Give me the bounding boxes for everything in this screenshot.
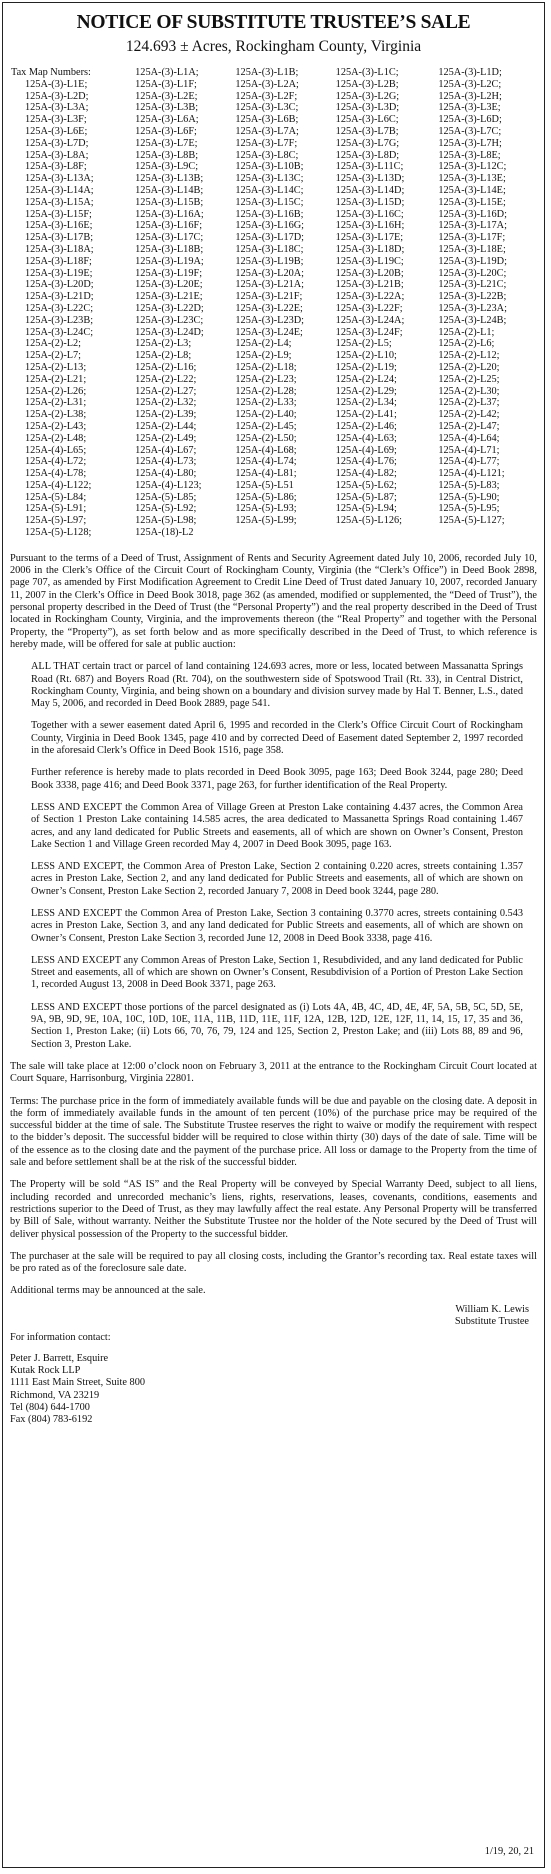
tax-map-number: 125A-(3)-L20C; <box>438 267 507 279</box>
tax-map-number: 125A-(4)-L122; <box>25 479 92 491</box>
tax-map-number: 125A-(2)-L45; <box>235 420 297 432</box>
tax-map-number: 125A-(4)-L81; <box>235 468 297 480</box>
tax-map-number: 125A-(3)-L8B; <box>135 149 199 161</box>
tax-map-number: 125A-(3)-L17F; <box>438 232 506 244</box>
tax-map-row <box>11 433 541 445</box>
tax-map-number: 125A-(2)-L28; <box>235 385 297 397</box>
tax-map-number: 125A-(2)-L24; <box>335 373 397 385</box>
tax-map-row <box>11 91 541 103</box>
tax-map-number: 125A-(3)-L14E; <box>438 184 506 196</box>
tax-map-number: 125A-(3)-L3E; <box>438 102 501 114</box>
tax-map-row <box>11 409 541 421</box>
tax-map-number: 125A-(5)-L87; <box>335 491 397 503</box>
tax-map-number: 125A-(3)-L2F; <box>235 90 298 102</box>
tax-map-number: 125A-(3)-L3F; <box>25 114 87 126</box>
tax-map-number: 125A-(3)-L7A; <box>235 125 299 137</box>
terms-paragraph: Terms: The purchase price in the form of immediately available funds will be due and payable on the closing date. A deposit in the form of immediately available funds in the amount of ten percent (10%) of the purchase price may be required of the successful bidder at the time of sale. The Substitute Trustee reserves the right to waive or modify the requirement with respect to the bidder’s deposit. The successful bidder will be required to close within thirty (30) days of the date of sale. Time will be of the essence as to the closing date and the payment of the purchase price. All loss or damage to the Property from the time of sale and before settlement shall be at the risk of the successful bidder. <box>10 1095 537 1169</box>
tax-map-number: 125A-(3)-L8F; <box>25 161 87 173</box>
legal-notice <box>2 2 545 1868</box>
tax-map-number: 125A-(2)-L9; <box>235 350 292 362</box>
tax-map-number: 125A-(5)-L126; <box>335 515 403 527</box>
tax-map-label: Tax Map Numbers: <box>11 67 91 78</box>
tax-map-number: 125A-(3)-L24B; <box>438 314 507 326</box>
tax-map-number: 125A-(5)-L95; <box>438 503 500 515</box>
tax-map-number: 125A-(3)-L1E; <box>25 78 88 90</box>
contact-phone: Tel (804) 644-1700 <box>10 1401 90 1413</box>
tax-map-number: 125A-(5)-L99; <box>235 515 297 527</box>
tax-map-row <box>11 350 541 362</box>
tax-map-number: 125A-(3)-L22F; <box>335 302 403 314</box>
tax-map-row <box>11 150 541 162</box>
tax-map-row <box>11 397 541 409</box>
tax-map-number: 125A-(3)-L20D; <box>25 279 94 291</box>
tax-map-number: 125A-(3)-L3A; <box>25 102 89 114</box>
tax-map-row <box>11 126 541 138</box>
tax-map-number: 125A-(5)-L51 <box>235 479 294 491</box>
tax-map-number: 125A-(3)-L13C; <box>235 173 304 185</box>
tax-map-number: 125A-(2)-L26; <box>25 385 87 397</box>
tax-map-number: 125A-(3)-L16G; <box>235 220 305 232</box>
tax-map-number: 125A-(3)-L1D; <box>438 67 502 78</box>
tax-map-number: 125A-(3)-L6E; <box>25 125 88 137</box>
tax-map-number: 125A-(2)-L41; <box>335 409 397 421</box>
tax-map-table <box>11 67 541 539</box>
tax-map-number: 125A-(3)-L1A; <box>135 67 199 78</box>
tax-map-number: 125A-(3)-L23C; <box>135 314 204 326</box>
tax-map-number: 125A-(2)-L5; <box>335 338 392 350</box>
tax-map-row <box>11 374 541 386</box>
tax-map-number: 125A-(2)-L10; <box>335 350 397 362</box>
tax-map-number: 125A-(2)-L1; <box>438 326 495 338</box>
sale-time-paragraph: The sale will take place at 12:00 o’clock noon on February 3, 2011 at the entrance to the Rockingham Circuit Court located at Court Square, Harrisonburg, Virginia 22801. <box>10 1060 537 1085</box>
tax-map-number: 125A-(2)-L37; <box>438 397 500 409</box>
tax-map-number: 125A-(3)-L22B; <box>438 291 507 303</box>
tax-map-number: 125A-(3)-L17C; <box>135 232 204 244</box>
except-section-2: LESS AND EXCEPT, the Common Area of Preston Lake, Section 2 containing 0.220 acres, streets containing 1.357 acres in Preston Lake, Section 2, and any land dedicated for Public Streets and easements, all of which are shown on Owner’s Consent, Preston Lake Section 2, recorded January 7, 2008 in Deed book 3244, page 280. <box>31 861 523 897</box>
except-resubdivision: LESS AND EXCEPT any Common Areas of Preston Lake, Section 1, Resubdivided, and any land dedicated for Public Street and easements, all of which are shown on Owner’s Consent, Resubdivision of a Portion of Preston Lake Section 1, recorded August 13, 2008 in Deed Book 3371, page 263. <box>31 954 523 991</box>
tax-map-number: 125A-(2)-L39; <box>135 409 197 421</box>
tax-map-number: 125A-(3)-L3B; <box>135 102 199 114</box>
tax-map-number: 125A-(2)-L49; <box>135 432 197 444</box>
tax-map-number: 125A-(2)-L44; <box>135 420 197 432</box>
tax-map-row <box>11 79 541 91</box>
tax-map-number: 125A-(4)-L80; <box>135 468 197 480</box>
tax-map-number: 125A-(3)-L14A; <box>25 184 94 196</box>
tax-map-number: 125A-(3)-L21F; <box>235 291 303 303</box>
tax-map-number: 125A-(3)-L15F; <box>25 208 92 220</box>
tax-map-number: 125A-(3)-L16F; <box>135 220 203 232</box>
tax-map-row <box>11 209 541 221</box>
tax-map-number: 125A-(3)-L17D; <box>235 232 305 244</box>
tax-map-row <box>11 102 541 114</box>
tax-map-row <box>11 232 541 244</box>
closing-costs-paragraph: The purchaser at the sale will be required to pay all closing costs, including the Grantor’s recording tax. Real estate taxes will be pro rated as of the foreclosure sale date. <box>10 1250 537 1275</box>
tax-map-number: 125A-(3)-L1B; <box>235 67 299 78</box>
tax-map-number: 125A-(3)-L7H; <box>438 137 502 149</box>
tax-map-row <box>11 468 541 480</box>
tax-map-number: 125A-(3)-L6A; <box>135 114 199 126</box>
tax-map-number: 125A-(3)-L21E; <box>135 291 203 303</box>
tax-map-number: 125A-(3)-L24F; <box>335 326 403 338</box>
tax-map-number: 125A-(4)-L76; <box>335 456 397 468</box>
tax-map-number: 125A-(3)-L14B; <box>135 184 204 196</box>
tax-map-row <box>11 291 541 303</box>
tax-map-number: 125A-(5)-L97; <box>25 515 87 527</box>
tax-map-number: 125A-(3)-L2A; <box>235 78 299 90</box>
tax-map-number: 125A-(3)-L7G; <box>335 137 400 149</box>
tax-map-number: 125A-(3)-L11C; <box>335 161 404 173</box>
tax-map-row <box>11 279 541 291</box>
tax-map-number: 125A-(3)-L7B; <box>335 125 399 137</box>
tax-map-number: 125A-(4)-L64; <box>438 432 500 444</box>
tax-map-number: 125A-(2)-L48; <box>25 432 87 444</box>
tax-map-number: 125A-(3)-L23B; <box>25 314 94 326</box>
tax-map-row <box>11 256 541 268</box>
tax-map-number: 125A-(2)-L50; <box>235 432 297 444</box>
tax-map-row <box>11 220 541 232</box>
tax-map-number: 125A-(3)-L2E; <box>135 90 198 102</box>
tax-map-number: 125A-(2)-L23; <box>235 373 297 385</box>
tax-map-row <box>11 338 541 350</box>
tax-map-number: 125A-(4)-L63; <box>335 432 397 444</box>
tax-map-number: 125A-(2)-L43; <box>25 420 87 432</box>
tax-map-number: 125A-(3)-L19A; <box>135 255 204 267</box>
tax-map-number: 125A-(4)-L78; <box>25 468 87 480</box>
tax-map-number: 125A-(2)-L2; <box>25 338 82 350</box>
tax-map-row <box>11 114 541 126</box>
tax-map-number: 125A-(3)-L1C; <box>335 67 399 78</box>
tax-map-number: 125A-(2)-L20; <box>438 361 500 373</box>
tax-map-number: 125A-(3)-L21D; <box>25 291 94 303</box>
tax-map-number: 125A-(3)-L7F; <box>235 137 298 149</box>
tax-map-number: 125A-(3)-L20B; <box>335 267 404 279</box>
tax-map-number: 125A-(3)-L17E; <box>335 232 404 244</box>
tax-map-number: 125A-(2)-L8; <box>135 350 192 362</box>
tax-map-number: 125A-(2)-L32; <box>135 397 197 409</box>
except-lots: LESS AND EXCEPT those portions of the parcel designated as (i) Lots 4A, 4B, 4C, 4D, 4E, 4F, 5A, 5B, 5C, 5D, 5E, 9A, 9B, 9D, 9E, 10A, 10C, 10D, 10E, 11A, 11B, 11D, 11E, 11F, 12A, 12B, 12D, 12E, 12F, 11, 14, 15, 17, 35 and 36, Section 1, Preston Lake; (ii) Lots 66, 70, 76, 79, 124 and 125, Section 2, Preston Lake; and (iii) Lots 88, 89 and 96, Section 3, Preston Lake. <box>31 1001 523 1050</box>
contact-name: Peter J. Barrett, Esquire <box>10 1352 109 1364</box>
tax-map-number: 125A-(2)-L18; <box>235 361 297 373</box>
tax-map-number: 125A-(3)-L21C; <box>438 279 507 291</box>
intro-paragraph: Pursuant to the terms of a Deed of Trust, Assignment of Rents and Security Agreement dated July 10, 2006, recorded July 10, 2006 in the Clerk’s Office of the Circuit Court of Rockingham County, Virginia (the “Clerk’s Office”) in Deed Book 2898, page 707, as amended by First Modification Agreement to Credit Line Deed of Trust dated January 10, 2007, recorded January 11, 2007 in the Clerk’s Office in Deed Book 3018, page 362 (as amended, modified or supplemented, the “Deed of Trust”), the personal property described in the Deed of Trust (the “Personal Property”) and the real property described in the Deed of Trust located in Rockingham County, Virginia, and the improvements thereon (the “Real Property” and together with the Personal Property, the “Property”), as set forth below and as more specifically described in the Deed of Trust, to which reference is hereby made, will be offered for sale at public auction: <box>10 552 537 650</box>
tax-map-number: 125A-(3)-L2H; <box>438 90 502 102</box>
tax-map-number: 125A-(3)-L19F; <box>135 267 203 279</box>
tax-map-row <box>11 445 541 457</box>
tax-map-number: 125A-(3)-L13B; <box>135 173 204 185</box>
tax-map-number: 125A-(3)-L19D; <box>438 255 507 267</box>
tax-map-number: 125A-(3)-L16E; <box>25 220 93 232</box>
tax-map-number: 125A-(3)-L6D; <box>438 114 502 126</box>
tax-map-number: 125A-(3)-L1F; <box>135 78 197 90</box>
tax-map-row <box>11 268 541 280</box>
tax-map-row <box>11 315 541 327</box>
tax-map-number: 125A-(4)-L68; <box>235 444 297 456</box>
sewer-easement-paragraph: Together with a sewer easement dated April 6, 1995 and recorded in the Clerk’s Office Circuit Court of Rockingham County, Virginia in Deed Book 1345, page 410 and by corrected Deed of Easement dated September 2, 1997 recorded in the aforesaid Clerk’s Office in Deed Book 1516, page 358. <box>31 720 523 757</box>
tax-map-row <box>11 527 541 539</box>
tax-map-number: 125A-(3)-L16A; <box>135 208 204 220</box>
tax-map-number: 125A-(3)-L7C; <box>438 125 502 137</box>
tax-map-number: 125A-(5)-L84; <box>25 491 87 503</box>
tax-map-number: 125A-(3)-L8C; <box>235 149 299 161</box>
tax-map-number: 125A-(4)-L82; <box>335 468 397 480</box>
tax-map-number: 125A-(2)-L31; <box>25 397 87 409</box>
tax-map-number: 125A-(2)-L7; <box>25 350 82 362</box>
tax-map-row <box>11 480 541 492</box>
notice-subtitle: 124.693 ± Acres, Rockingham County, Virginia <box>125 38 422 55</box>
tax-map-number: 125A-(3)-L6C; <box>335 114 399 126</box>
tax-map-number: 125A-(2)-L29; <box>335 385 397 397</box>
tax-map-number: 125A-(3)-L16B; <box>235 208 304 220</box>
tax-map-number: 125A-(4)-L123; <box>135 479 202 491</box>
tax-map-number: 125A-(3)-L16D; <box>438 208 507 220</box>
tax-map-number: 125A-(2)-L21; <box>25 373 87 385</box>
tax-map-number: 125A-(3)-L22A; <box>335 291 405 303</box>
plats-paragraph: Further reference is hereby made to plats recorded in Deed Book 3095, page 163; Deed Book 3244, page 280; Deed Book 3338, page 416; and Deed Book 3371, page 263, for further identification of the Real Property. <box>31 767 523 791</box>
tax-map-number: 125A-(5)-L83; <box>438 479 500 491</box>
except-section-3: LESS AND EXCEPT the Common Area of Preston Lake, Section 3 containing 0.3770 acres, streets containing 0.543 acres in Preston Lake, Section 3, and any land dedicated for Public Streets and easements, all of which are shown on Owner’s Consent, Preston Lake Section 3, recorded June 12, 2008 in Deed Book 3338, page 416. <box>31 908 523 944</box>
tax-map-number: 125A-(3)-L2B; <box>335 78 399 90</box>
tax-map-number: 125A-(5)-L91; <box>25 503 87 515</box>
tax-map-number: 125A-(2)-L40; <box>235 409 297 421</box>
tax-map-number: 125A-(3)-L21A; <box>235 279 305 291</box>
tax-map-number: 125A-(3)-L15C; <box>235 196 304 208</box>
tax-map-row <box>11 67 541 79</box>
contact-fax: Fax (804) 783-6192 <box>10 1414 93 1426</box>
tax-map-number: 125A-(3)-L24A; <box>335 314 405 326</box>
tax-map-row <box>11 197 541 209</box>
except-village-green: LESS AND EXCEPT the Common Area of Village Green at Preston Lake containing 4.437 acres, the Common Area of Section 1 Preston Lake containing 14.585 acres, the area dedicated to Massanetta Springs Road containing 1.467 acres, and any land dedicated for Public Streets and easements, all of which are shown on Owner’s Consent, Preston Lake Section 1 and Village Green recorded May 4, 2007 in Deed Book 3095, page 163. <box>31 801 523 850</box>
tax-map-number: 125A-(3)-L8D; <box>335 149 400 161</box>
tax-map-number: 125A-(2)-L3; <box>135 338 192 350</box>
tax-map-number: 125A-(4)-L73; <box>135 456 197 468</box>
tax-map-number: 125A-(3)-L2G; <box>335 90 400 102</box>
tax-map-number: 125A-(3)-L18E; <box>438 243 506 255</box>
tax-map-number: 125A-(3)-L20A; <box>235 267 305 279</box>
tax-map-number: 125A-(2)-L42; <box>438 409 500 421</box>
tax-map-number: 125A-(3)-L3C; <box>235 102 299 114</box>
tax-map-number: 125A-(3)-L7D; <box>25 137 89 149</box>
contact-block <box>10 1353 537 1427</box>
tax-map-number: 125A-(3)-L14D; <box>335 184 405 196</box>
tax-map-number: 125A-(3)-L10B; <box>235 161 304 173</box>
tax-map-number: 125A-(5)-L85; <box>135 491 197 503</box>
tax-map-number: 125A-(3)-L13D; <box>335 173 405 185</box>
tax-map-number: 125A-(2)-L6; <box>438 338 495 350</box>
tax-map-number: 125A-(3)-L17B; <box>25 232 94 244</box>
tax-map-number: 125A-(3)-L8E; <box>438 149 501 161</box>
tax-map-number: 125A-(18)-L2 <box>135 527 194 539</box>
tax-map-number: 125A-(3)-L9C; <box>135 161 199 173</box>
tax-map-number: 125A-(3)-L22E; <box>235 302 303 314</box>
tax-map-number: 125A-(3)-L16C; <box>335 208 404 220</box>
tax-map-number: 125A-(2)-L12; <box>438 350 500 362</box>
tax-map-row <box>11 138 541 150</box>
tax-map-row <box>11 244 541 256</box>
trustee-title: Substitute Trustee <box>454 1316 529 1328</box>
tax-map-number: 125A-(3)-L22C; <box>25 302 94 314</box>
tax-map-number: 125A-(3)-L7E; <box>135 137 198 149</box>
tax-map-number: 125A-(3)-L15D; <box>335 196 405 208</box>
tax-map-number: 125A-(4)-L67; <box>135 444 197 456</box>
tax-map-number: 125A-(2)-L30; <box>438 385 500 397</box>
tax-map-number: 125A-(5)-L94; <box>335 503 397 515</box>
tax-map-number: 125A-(5)-L86; <box>235 491 297 503</box>
contact-heading: For information contact: <box>10 1332 111 1344</box>
tax-map-number: 125A-(3)-L6F; <box>135 125 197 137</box>
tax-map-row <box>11 515 541 527</box>
tax-map-number: 125A-(3)-L19B; <box>235 255 304 267</box>
tax-map-number: 125A-(3)-L2D; <box>25 90 89 102</box>
tax-map-number: 125A-(2)-L33; <box>235 397 297 409</box>
tax-map-number: 125A-(3)-L15B; <box>135 196 204 208</box>
tax-map-number: 125A-(4)-L69; <box>335 444 397 456</box>
tax-map-number: 125A-(3)-L18A; <box>25 243 94 255</box>
contact-street: 1111 East Main Street, Suite 800 <box>10 1377 145 1389</box>
tax-map-number: 125A-(3)-L8A; <box>25 149 89 161</box>
tax-map-row <box>11 456 541 468</box>
tax-map-number: 125A-(2)-L46; <box>335 420 397 432</box>
tax-map-number: 125A-(3)-L20E; <box>135 279 203 291</box>
tax-map-number: 125A-(4)-L121; <box>438 468 505 480</box>
notice-title: NOTICE OF SUBSTITUTE TRUSTEE’S SALE <box>76 12 471 33</box>
tax-map-number: 125A-(4)-L65; <box>25 444 87 456</box>
tax-map-row <box>11 303 541 315</box>
tax-map-number: 125A-(3)-L12C; <box>438 161 507 173</box>
tax-map-number: 125A-(3)-L18F; <box>25 255 92 267</box>
tax-map-number: 125A-(5)-L127; <box>438 515 505 527</box>
signature-block <box>10 1304 529 1329</box>
tax-map-number: 125A-(3)-L2C; <box>438 78 502 90</box>
additional-terms: Additional terms may be announced at the sale. <box>10 1285 206 1297</box>
tax-map-number: 125A-(3)-L23A; <box>438 302 507 314</box>
tax-map-row <box>11 421 541 433</box>
tax-map-number: 125A-(2)-L34; <box>335 397 397 409</box>
tax-map-number: 125A-(5)-L98; <box>135 515 197 527</box>
tax-map-number: 125A-(3)-L24E; <box>235 326 303 338</box>
tax-map-number: 125A-(3)-L18C; <box>235 243 304 255</box>
trustee-name: William K. Lewis <box>455 1303 529 1315</box>
tax-map-number: 125A-(3)-L18B; <box>135 243 204 255</box>
tax-map-row <box>11 185 541 197</box>
tax-map-number: 125A-(5)-L90; <box>438 491 500 503</box>
contact-firm: Kutak Rock LLP <box>10 1364 81 1376</box>
tax-map-number: 125A-(2)-L22; <box>135 373 197 385</box>
tax-map-number: 125A-(3)-L18D; <box>335 243 405 255</box>
tax-map-row <box>11 386 541 398</box>
as-is-paragraph: The Property will be sold “AS IS” and the Real Property will be conveyed by Special Warranty Deed, subject to all liens, including recorded and unrecorded mechanic’s liens, rights, reservations, leases, covenants, conditions, easements and restrictions superior to the Deed of Trust, as they may lawfully affect the real estate. Any Personal Property will be transferred by Bill of Sale, without warranty. Neither the Substitute Trustee nor the holder of the Note secured by the Deed of Trust will deliver physical possession of the Property to the successful bidder. <box>10 1179 537 1240</box>
tax-map-row <box>11 173 541 185</box>
tax-map-number: 125A-(3)-L19E; <box>25 267 93 279</box>
contact-city: Richmond, VA 23219 <box>10 1389 100 1401</box>
tax-map-number: 125A-(5)-L128; <box>25 527 92 539</box>
tax-map-number: 125A-(4)-L74; <box>235 456 297 468</box>
tax-map-number: 125A-(3)-L23D; <box>235 314 305 326</box>
tax-map-number: 125A-(2)-L4; <box>235 338 292 350</box>
parcel-description: ALL THAT certain tract or parcel of land containing 124.693 acres, more or less, located between Massanatta Springs Road (Rt. 687) and Boyers Road (Rt. 704), on the southwestern side of Spotswood Trail (Rt. 33), in Central District, Rockingham County, Virginia, and being shown on a boundary and division survey made by Hal T. Benner, L.S., dated May 5, 2006, and recorded in Deed Book 2889, page 541. <box>31 661 523 710</box>
tax-map-number: 125A-(3)-L6B; <box>235 114 299 126</box>
tax-map-row <box>11 327 541 339</box>
tax-map-number: 125A-(2)-L19; <box>335 361 397 373</box>
tax-map-row <box>11 503 541 515</box>
tax-map-number: 125A-(3)-L15E; <box>438 196 506 208</box>
tax-map-number: 125A-(3)-L17A; <box>438 220 507 232</box>
tax-map-number: 125A-(3)-L21B; <box>335 279 404 291</box>
publication-dates: 1/19, 20, 21 <box>484 1846 534 1857</box>
tax-map-number: 125A-(3)-L14C; <box>235 184 304 196</box>
tax-map-number: 125A-(3)-L22D; <box>135 302 204 314</box>
tax-map-number: 125A-(2)-L27; <box>135 385 197 397</box>
tax-map-number: 125A-(3)-L24C; <box>25 326 94 338</box>
tax-map-number: 125A-(5)-L92; <box>135 503 197 515</box>
tax-map-number: 125A-(4)-L77; <box>438 456 500 468</box>
tax-map-number: 125A-(4)-L71; <box>438 444 500 456</box>
tax-map-number: 125A-(4)-L72; <box>25 456 87 468</box>
tax-map-number: 125A-(5)-L93; <box>235 503 297 515</box>
tax-map-number: 125A-(3)-L16H; <box>335 220 405 232</box>
tax-map-row <box>11 161 541 173</box>
tax-map-number: 125A-(2)-L47; <box>438 420 500 432</box>
tax-map-number: 125A-(2)-L13; <box>25 361 87 373</box>
tax-map-number: 125A-(2)-L16; <box>135 361 197 373</box>
tax-map-number: 125A-(5)-L62; <box>335 479 397 491</box>
tax-map-number: 125A-(3)-L24D; <box>135 326 204 338</box>
tax-map-number: 125A-(2)-L38; <box>25 409 87 421</box>
tax-map-number: 125A-(3)-L13E; <box>438 173 506 185</box>
tax-map-row <box>11 362 541 374</box>
tax-map-number: 125A-(3)-L3D; <box>335 102 400 114</box>
tax-map-row <box>11 492 541 504</box>
tax-map-number: 125A-(3)-L15A; <box>25 196 94 208</box>
tax-map-number: 125A-(3)-L13A; <box>25 173 94 185</box>
tax-map-number: 125A-(2)-L25; <box>438 373 500 385</box>
tax-map-number: 125A-(3)-L19C; <box>335 255 404 267</box>
